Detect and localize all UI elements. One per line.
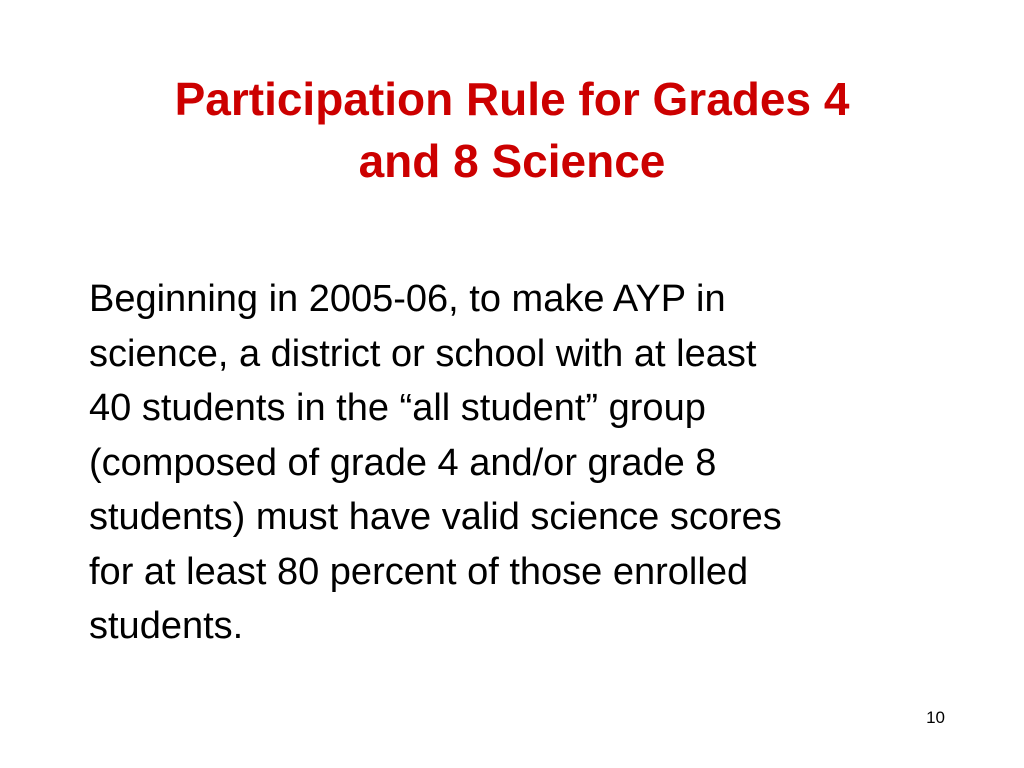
body-line: (composed of grade 4 and/or grade 8 [89,441,717,484]
body-line: science, a district or school with at least [89,332,757,375]
body-line: 40 students in the “all student” group [89,387,706,429]
body-line: students) must have valid science scores [89,496,782,538]
body-line: for at least 80 percent of those enrolled [89,550,749,593]
slide-title [60,68,964,192]
body-line: Beginning in 2005-06, to make AYP in [89,278,726,320]
page-number: 10 [926,708,945,727]
slide-body-text [89,272,959,654]
body-line: students. [89,605,244,647]
slide-title-line: and 8 Science [358,135,666,187]
slide-title-line: Participation Rule for Grades 4 [174,73,850,125]
